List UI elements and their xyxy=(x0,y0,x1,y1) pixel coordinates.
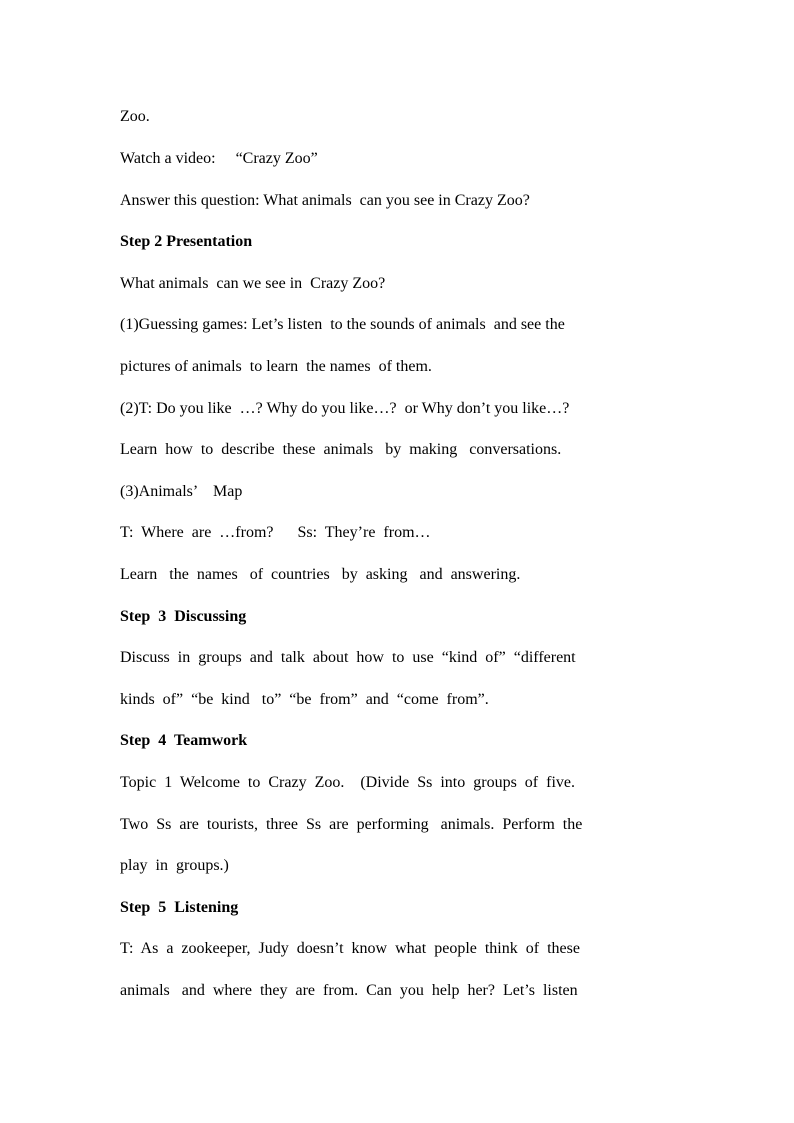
text-line: Learn how to describe these animals by making conversations. xyxy=(120,441,562,458)
text-line: Learn the names of countries by asking and answering. xyxy=(120,566,521,583)
text-line: Watch a video: “Crazy Zoo” xyxy=(120,150,318,167)
section-heading: Step 4 Teamwork xyxy=(120,732,248,749)
text-line: play in groups.) xyxy=(120,857,229,874)
text-line: Topic 1 Welcome to Crazy Zoo. (Divide Ss into groups of five. xyxy=(120,774,575,791)
text-line: Two Ss are tourists, three Ss are performing animals. Perform the xyxy=(120,816,583,833)
section-heading: Step 3 Discussing xyxy=(120,608,247,625)
section-heading: Step 2 Presentation xyxy=(120,233,253,250)
section-heading: Step 5 Listening xyxy=(120,899,239,916)
text-line: (2)T: Do you like …? Why do you like…? or Why don’t you like…? xyxy=(120,400,570,417)
text-line: Answer this question: What animals can you see in Crazy Zoo? xyxy=(120,192,530,209)
text-line: (1)Guessing games: Let’s listen to the sounds of animals and see the xyxy=(120,316,565,333)
text-line: Discuss in groups and talk about how to use “kind of” “different xyxy=(120,649,576,666)
text-line: (3)Animals’ Map xyxy=(120,483,243,500)
text-line: animals and where they are from. Can you help her? Let’s listen xyxy=(120,982,578,999)
text-line: What animals can we see in Crazy Zoo? xyxy=(120,275,386,292)
text-line: kinds of” “be kind to” “be from” and “come from”. xyxy=(120,691,489,708)
text-line: T: As a zookeeper, Judy doesn’t know what people think of these xyxy=(120,940,580,957)
text-line: T: Where are …from? Ss: They’re from… xyxy=(120,524,431,541)
text-line: pictures of animals to learn the names of them. xyxy=(120,358,432,375)
text-line: Zoo. xyxy=(120,108,150,125)
